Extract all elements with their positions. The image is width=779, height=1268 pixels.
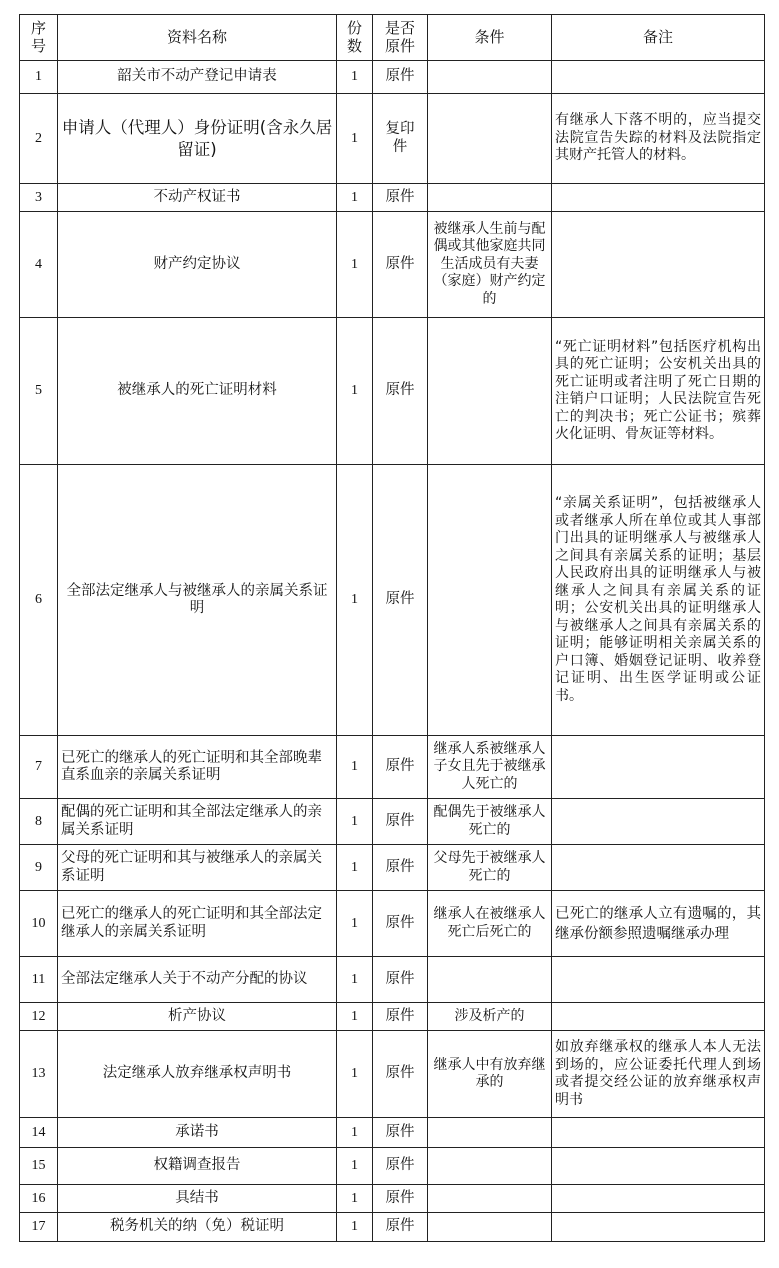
header-remark [552, 15, 765, 61]
cell-original: 原件 [373, 1118, 428, 1148]
cell-remark [552, 61, 765, 94]
cell-original: 原件 [373, 1031, 428, 1118]
cell-original: 原件 [373, 318, 428, 465]
cell-no: 5 [20, 318, 58, 465]
materials-table [19, 14, 765, 1242]
cell-no: 7 [20, 736, 58, 799]
cell-copies: 1 [337, 212, 373, 318]
cell-no: 17 [20, 1213, 58, 1242]
table-row [20, 1031, 765, 1118]
cell-remark [552, 212, 765, 318]
cell-name: 被继承人的死亡证明材料 [58, 318, 337, 465]
cell-no: 1 [20, 61, 58, 94]
cell-remark [552, 184, 765, 212]
cell-condition [428, 957, 552, 1003]
header-condition [428, 15, 552, 61]
cell-condition [428, 1185, 552, 1213]
cell-condition [428, 184, 552, 212]
cell-no: 3 [20, 184, 58, 212]
cell-original: 原件 [373, 845, 428, 891]
cell-copies: 1 [337, 1003, 373, 1031]
table-row [20, 94, 765, 184]
table-row [20, 1003, 765, 1031]
cell-name: 全部法定继承人与被继承人的亲属关系证明 [58, 465, 337, 736]
cell-original: 复印件 [373, 94, 428, 184]
cell-no: 12 [20, 1003, 58, 1031]
cell-name: 已死亡的继承人的死亡证明和其全部晚辈直系血亲的亲属关系证明 [58, 736, 337, 799]
cell-remark [552, 799, 765, 845]
cell-no: 10 [20, 891, 58, 957]
cell-remark [552, 1213, 765, 1242]
header-copies [337, 15, 373, 61]
cell-no: 2 [20, 94, 58, 184]
table-row [20, 957, 765, 1003]
cell-copies: 1 [337, 1213, 373, 1242]
cell-copies: 1 [337, 94, 373, 184]
table-header-row [20, 15, 765, 61]
cell-remark: 已死亡的继承人立有遗嘱的，其继承份额参照遗嘱继承办理 [552, 891, 765, 957]
cell-original: 原件 [373, 184, 428, 212]
header-condition-text: 条件 [474, 27, 505, 46]
cell-name: 韶关市不动产登记申请表 [58, 61, 337, 94]
cell-name: 父母的死亡证明和其与被继承人的亲属关系证明 [58, 845, 337, 891]
table-row [20, 799, 765, 845]
cell-original: 原件 [373, 212, 428, 318]
cell-copies: 1 [337, 891, 373, 957]
cell-remark [552, 1185, 765, 1213]
cell-remark [552, 845, 765, 891]
table-row [20, 212, 765, 318]
cell-copies: 1 [337, 1031, 373, 1118]
header-copies-text: 份 数 [346, 19, 362, 55]
cell-original: 原件 [373, 1185, 428, 1213]
cell-no: 8 [20, 799, 58, 845]
cell-condition: 继承人中有放弃继承的 [428, 1031, 552, 1118]
cell-condition [428, 94, 552, 184]
cell-original: 原件 [373, 465, 428, 736]
cell-no: 13 [20, 1031, 58, 1118]
table-row [20, 1213, 765, 1242]
cell-no: 9 [20, 845, 58, 891]
cell-condition [428, 1148, 552, 1185]
cell-copies: 1 [337, 957, 373, 1003]
cell-copies: 1 [337, 465, 373, 736]
cell-copies: 1 [337, 799, 373, 845]
cell-remark [552, 957, 765, 1003]
cell-original: 原件 [373, 799, 428, 845]
cell-no: 15 [20, 1148, 58, 1185]
table-row [20, 845, 765, 891]
cell-original: 原件 [373, 1003, 428, 1031]
cell-name: 配偶的死亡证明和其全部法定继承人的亲属关系证明 [58, 799, 337, 845]
cell-name: 全部法定继承人关于不动产分配的协议 [58, 957, 337, 1003]
cell-condition [428, 1118, 552, 1148]
table-row [20, 1118, 765, 1148]
header-no [20, 15, 58, 61]
cell-name: 不动产权证书 [58, 184, 337, 212]
cell-condition: 配偶先于被继承人死亡的 [428, 799, 552, 845]
cell-condition: 被继承人生前与配偶或其他家庭共同生活成员有夫妻（家庭）财产约定的 [428, 212, 552, 318]
cell-remark: “死亡证明材料”包括医疗机构出具的死亡证明；公安机关出具的死亡证明或者注明了死亡日期的注销户口证明；人民法院宣告死亡的判决书；死亡公证书；殡葬火化证明、骨灰证等材料。 [552, 318, 765, 465]
header-no-text: 序 号 [30, 19, 46, 55]
cell-original: 原件 [373, 736, 428, 799]
cell-no: 6 [20, 465, 58, 736]
cell-name: 财产约定协议 [58, 212, 337, 318]
cell-condition: 涉及析产的 [428, 1003, 552, 1031]
cell-remark: “亲属关系证明”，包括被继承人或者继承人所在单位或其人事部门出具的证明继承人与被继承人之间具有亲属关系的证明；基层人民政府出具的证明继承人与被继承人之间具有亲属关系的证明；公安机关出具的证明继承人与被继承人之间具有亲属关系的证明；能够证明相关亲属关系的户口簿、婚姻登记证明、收养登记证明、出生医学证明或公证书。 [552, 465, 765, 736]
cell-no: 4 [20, 212, 58, 318]
cell-remark: 如放弃继承权的继承人本人无法到场的，应公证委托代理人到场或者提交经公证的放弃继承权声明书 [552, 1031, 765, 1118]
cell-remark [552, 1148, 765, 1185]
table-row [20, 1148, 765, 1185]
cell-no: 14 [20, 1118, 58, 1148]
cell-remark [552, 736, 765, 799]
cell-name: 税务机关的纳（免）税证明 [58, 1213, 337, 1242]
header-name-text: 资料名称 [166, 27, 227, 46]
cell-condition [428, 465, 552, 736]
header-remark-text: 备注 [642, 27, 673, 46]
cell-original: 原件 [373, 957, 428, 1003]
cell-name: 已死亡的继承人的死亡证明和其全部法定继承人的亲属关系证明 [58, 891, 337, 957]
header-original [373, 15, 428, 61]
cell-remark: 有继承人下落不明的，应当提交法院宣告失踪的材料及法院指定其财产托管人的材料。 [552, 94, 765, 184]
cell-name: 法定继承人放弃继承权声明书 [58, 1031, 337, 1118]
table-row [20, 891, 765, 957]
cell-copies: 1 [337, 318, 373, 465]
cell-name: 权籍调查报告 [58, 1148, 337, 1185]
table-row [20, 184, 765, 212]
cell-copies: 1 [337, 1148, 373, 1185]
cell-copies: 1 [337, 1185, 373, 1213]
table-row [20, 61, 765, 94]
cell-name: 具结书 [58, 1185, 337, 1213]
cell-copies: 1 [337, 61, 373, 94]
cell-condition [428, 318, 552, 465]
cell-name: 承诺书 [58, 1118, 337, 1148]
cell-condition: 继承人系被继承人子女且先于被继承人死亡的 [428, 736, 552, 799]
cell-original: 原件 [373, 61, 428, 94]
cell-condition: 父母先于被继承人死亡的 [428, 845, 552, 891]
cell-condition [428, 61, 552, 94]
cell-copies: 1 [337, 1118, 373, 1148]
table-row [20, 1185, 765, 1213]
table-row [20, 318, 765, 465]
header-name [58, 15, 337, 61]
cell-condition: 继承人在被继承人死亡后死亡的 [428, 891, 552, 957]
cell-name: 申请人（代理人）身份证明(含永久居留证) [58, 94, 337, 184]
cell-copies: 1 [337, 736, 373, 799]
cell-original: 原件 [373, 1213, 428, 1242]
header-original-text: 是否 原件 [384, 19, 415, 55]
cell-no: 11 [20, 957, 58, 1003]
cell-copies: 1 [337, 845, 373, 891]
cell-name: 析产协议 [58, 1003, 337, 1031]
cell-original: 原件 [373, 891, 428, 957]
cell-original: 原件 [373, 1148, 428, 1185]
cell-no: 16 [20, 1185, 58, 1213]
table-row [20, 465, 765, 736]
table-row [20, 736, 765, 799]
cell-condition [428, 1213, 552, 1242]
cell-remark [552, 1003, 765, 1031]
cell-copies: 1 [337, 184, 373, 212]
cell-remark [552, 1118, 765, 1148]
